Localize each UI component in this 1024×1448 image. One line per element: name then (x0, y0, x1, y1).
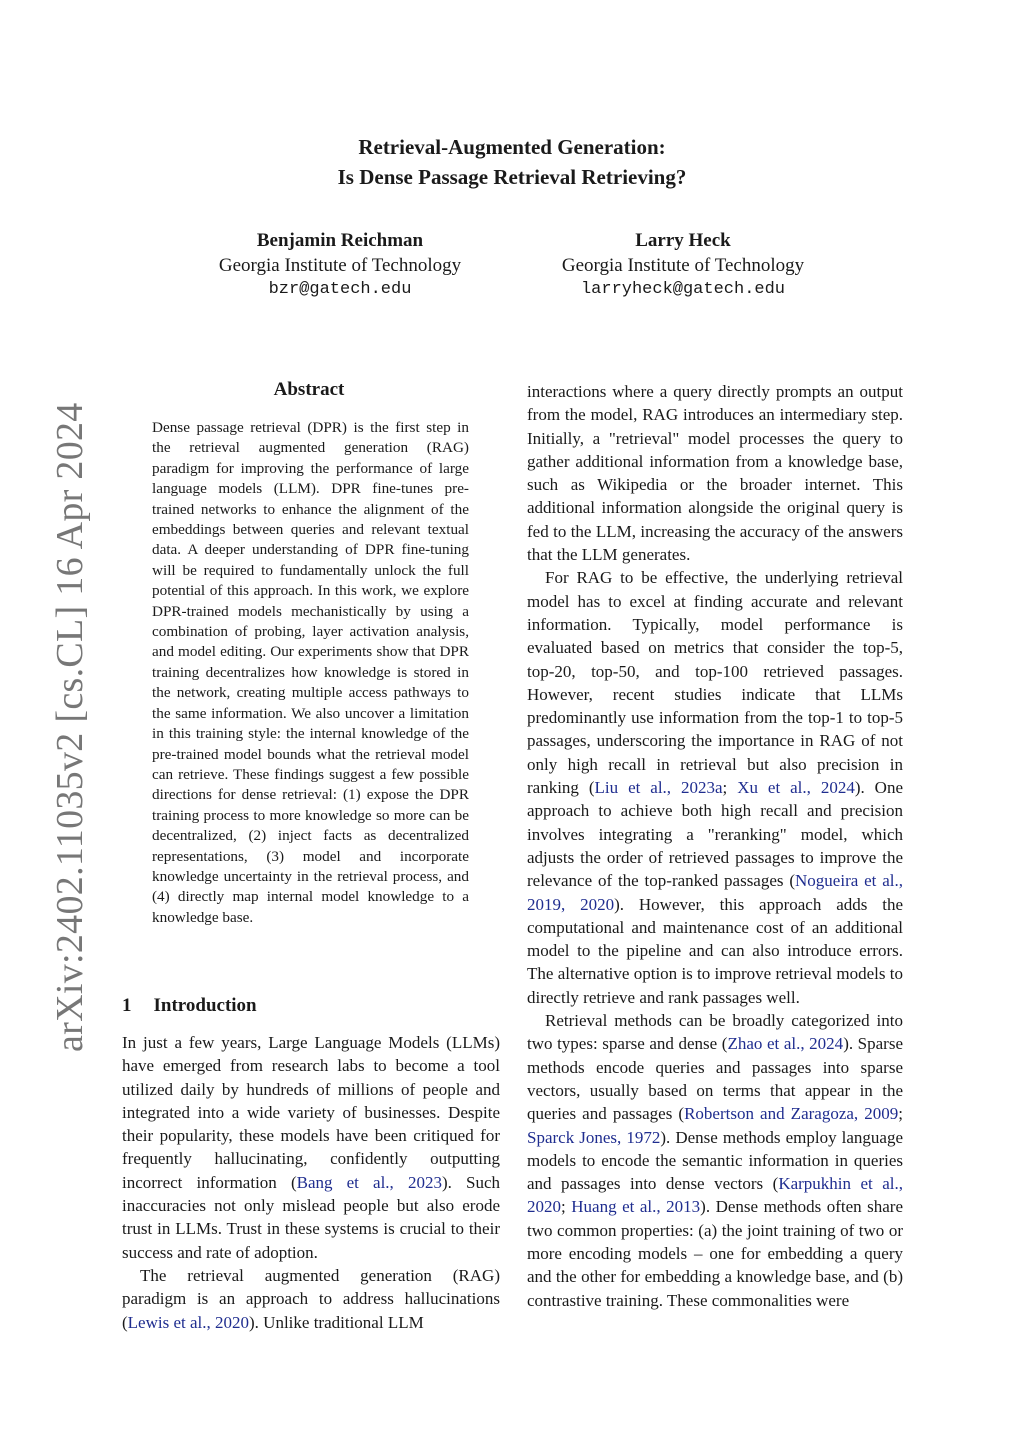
author-1 (190, 229, 490, 303)
text-run: ; (722, 778, 738, 798)
author-name: Benjamin Reichman (256, 230, 424, 251)
right-column (527, 380, 903, 1312)
text-run: In just a few years, Large Language Models (LLMs) have emerged from research labs to become a tool utilized daily by hundreds of millions of people and integrated into a wide variety of businesses. Despite their popularity, these models have been critiqued for frequently hallucinating, confidently outputting incorrect information ( (122, 1033, 500, 1192)
citation-link[interactable]: Bang et al., 2023 (296, 1172, 442, 1192)
author-affiliation: Georgia Institute of Technology (561, 254, 805, 276)
citation-link[interactable]: Xu et al., 2024 (737, 778, 855, 798)
paragraph (527, 566, 903, 1009)
text-run: ). However, this approach adds the computational and maintenance cost of an additional model to the pipeline and can also introduce errors. The alternative option is to improve retrieval models to directly retrieve and rank passages well. (527, 894, 904, 1007)
text-run: ). Dense methods employ language models to encode the semantic information in queries and passages into dense vectors ( (527, 1127, 903, 1194)
section-number: 1 (122, 995, 132, 1016)
citation-link[interactable]: Robertson and Zaragoza, 2009 (684, 1104, 899, 1124)
citation-link[interactable]: Lewis et al., 2020 (127, 1312, 250, 1332)
title-line-1: Retrieval-Augmented Generation: (358, 135, 666, 159)
text-run: The retrieval augmented generation (RAG) paradigm is an approach to address hallucinations ( (122, 1265, 500, 1332)
paragraph (122, 1264, 500, 1334)
abstract-text: Dense passage retrieval (DPR) is the first step in the retrieval augmented generation (RAG) paradigm for improving the performance of large language models (LLM). DPR fine-tunes pre-trained networks to enhance the alignment of the embeddings between queries and relevant textual data. A deeper understanding of DPR fine-tuning will be required to fundamentally unlock the full potential of this approach. In this work, we explore DPR-trained models mechanistically by using a combination of probing, layer activation analysis, and model editing. Our experiments show that DPR training decentralizes how knowledge is stored in the network, creating multiple access pathways to the same information. We also uncover a limitation in this training style: the internal knowledge of the pre-trained model bounds what the retrieval model can retrieve. These findings suggest a few possible directions for dense retrieval: (1) expose the DPR training process to more knowledge so more can be decentralized, (2) inject facts as decentralized representations, (3) model and incorporate knowledge uncertainty in the retrieval process, and (4) directly map internal model knowledge to a knowledge base. (152, 419, 469, 926)
arxiv-identifier: arXiv:2402.11035v2 [cs.CL] 16 Apr 2024 (49, 402, 91, 1052)
citation-link[interactable]: Liu et al., 2023a (594, 778, 723, 798)
text-run: ). Sparse methods encode queries and passages into sparse vectors, usually based on terms that appear in the queries and passages ( (527, 1034, 904, 1124)
citation-link[interactable]: Nogueira et al., 2019, 2020 (527, 871, 903, 914)
citation-link[interactable]: Huang et al., 2013 (571, 1197, 701, 1217)
text-run: ; (561, 1197, 572, 1217)
text-run: ). Such inaccuracies not only mislead people but also erode trust in LLMs. Trust in these systems is crucial to their success and rate of adoption. (122, 1172, 501, 1262)
citation-link[interactable]: Sparck Jones, 1972 (527, 1127, 661, 1147)
text-run: For RAG to be effective, the underlying retrieval model has to excel at finding accurate and relevant information. Typically, model performance is evaluated based on metrics that consider the top-5, top-20, top-50, and top-100 retrieved passages. However, recent studies indicate that LLMs predominantly use information from the top-1 to top-5 passages, underscoring the importance in RAG of not only high recall in retrieval but also precision in ranking ( (527, 568, 903, 798)
text-run: ). Dense methods often share two common properties: (a) the joint training of two or more encoding models – one for embedding a query and the other for embedding a knowledge base, and (b) contrastive training. These commonalities were (527, 1197, 904, 1310)
author-affiliation: Georgia Institute of Technology (218, 254, 462, 276)
text-run: ). One approach to achieve both high recall and precision involves integrating a "reranking" model, which adjusts the order of retrieved passages to improve the relevance of the top-ranked passages ( (527, 778, 903, 891)
citation-link[interactable]: Zhao et al., 2024 (727, 1034, 844, 1054)
section-heading (122, 995, 257, 1017)
author-email[interactable]: larryheck@gatech.edu (580, 280, 786, 299)
text-run: ). Unlike traditional LLM (249, 1312, 424, 1332)
author-2 (533, 229, 833, 303)
section-title: Introduction (153, 995, 257, 1016)
author-email[interactable]: bzr@gatech.edu (268, 280, 412, 299)
paragraph: interactions where a query directly prompts an output from the model, RAG introduces an intermediary step. Initially, a "retrieval" model processes the query to gather additional information from a knowledge base, such as Wikipedia or the broader internet. This additional information alongside the original query is fed to the LLM, increasing the accuracy of the answers that the LLM generates. (527, 382, 903, 565)
paper-title (0, 132, 1024, 192)
left-column (122, 1031, 500, 1334)
citation-link[interactable]: Karpukhin et al., 2020 (527, 1174, 904, 1217)
abstract-heading: Abstract (273, 379, 345, 400)
author-name: Larry Heck (635, 230, 731, 251)
text-run: Retrieval methods can be broadly categorized into two types: sparse and dense ( (527, 1011, 903, 1054)
paragraph (122, 1031, 500, 1264)
text-run: ; (898, 1104, 903, 1124)
paragraph (527, 1009, 903, 1312)
title-line-2: Is Dense Passage Retrieval Retrieving? (337, 165, 687, 189)
